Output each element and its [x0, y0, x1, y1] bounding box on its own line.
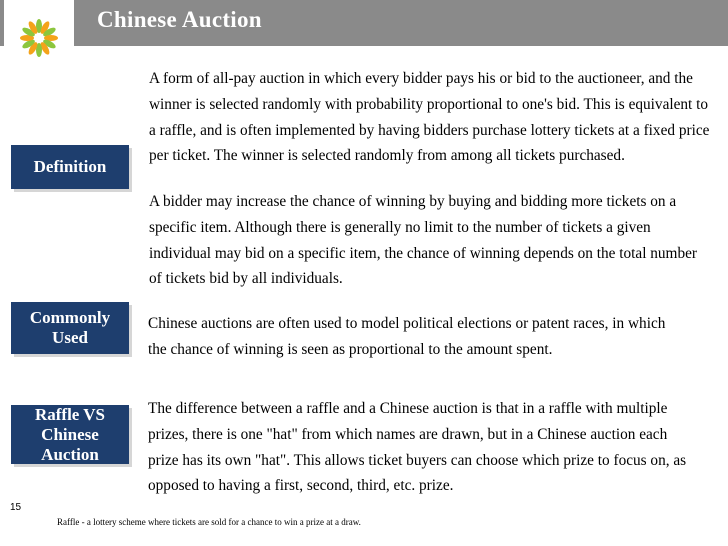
commonly-used-paragraph: Chinese auctions are often used to model political elections or patent races, in which the chance of winning is seen as proportional to the amount spent. — [148, 315, 666, 358]
sunburst-logo-icon — [19, 18, 59, 58]
definition-paragraph-2: A bidder may increase the chance of winning by buying and bidding more tickets on a specific item. Although there is generally no limit to the number of tickets a given individual may bid on a specific item, the chance of winning depends on the total number of tickets bid by all individuals. — [149, 193, 697, 288]
commonly-used-label: Commonly Used — [11, 302, 129, 354]
definition-label: Definition — [11, 145, 129, 189]
raffle-vs-chinese-auction-paragraph: The difference between a raffle and a Chinese auction is that in a raffle with multiple prizes, there is one "hat" from which names are drawn, but in a Chinese auction each prize has its own "hat". This allows ticket buyers can choose which prize to focus on, as opposed to having a first, second, third, etc. prize. — [148, 400, 687, 495]
definition-paragraph-1: A form of all-pay auction in which every bidder pays his or bid to the auctioneer, and the winner is selected randomly with probability proportional to one's bid. This is equivalent to a raffle, and is often implemented by having bidders purchase lottery tickets at a fixed price per ticket. The winner is selected randomly from among all tickets purchased. — [149, 70, 710, 165]
page-number: 15 — [10, 502, 22, 513]
footnote: Raffle - a lottery scheme where tickets are sold for a chance to win a prize at a draw. — [57, 517, 361, 527]
logo-tab — [4, 0, 74, 76]
page-title: Chinese Auction — [97, 7, 262, 32]
raffle-vs-chinese-auction-label: Raffle VS Chinese Auction — [11, 405, 129, 464]
